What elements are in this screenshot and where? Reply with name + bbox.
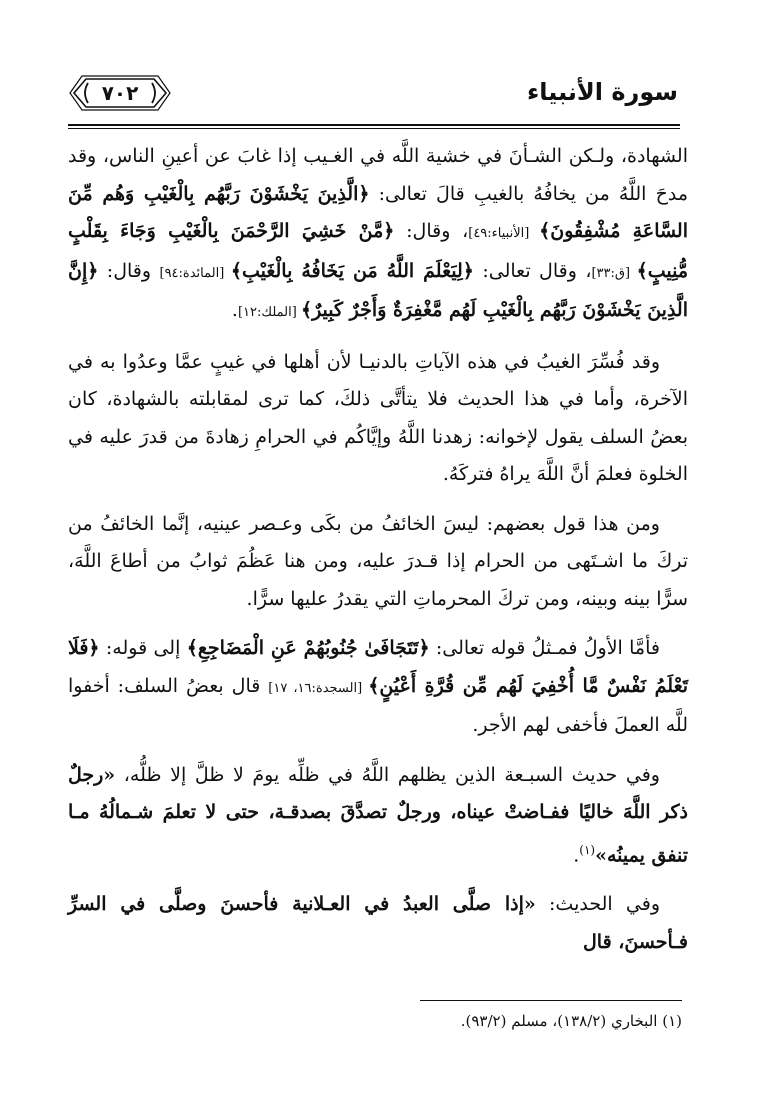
verse-reference: [الأنبياء:٤٩] [468, 226, 540, 241]
quran-verse: ﴿تَتَجَافَىٰ جُنُوبُهُمْ عَنِ الْمَضَاجِعِ﴾ [186, 637, 430, 659]
paragraph [68, 506, 688, 619]
paragraph [68, 886, 688, 961]
header-rule [68, 124, 680, 129]
paragraph [68, 757, 688, 875]
paragraph [68, 138, 688, 332]
text-segment: ، وقال تعالى: [473, 259, 592, 282]
verse-reference: [المائدة:٩٤] [159, 265, 231, 281]
text-segment: ومن هذا قول بعضهم: ليسَ الخائفُ من بكَى وعـصر عينيه، إنَّما الخائفُ من تركَ ما اشـتَهى من الحرام إذا قـدرَ عليه، ومن هنا عَظُمَ ثوابُ من أطاعَ اللَّهَ، سرًّا بينه وبينه، ومن تركَ المحرماتِ التي يقدرُ عليها سرًّا. [68, 512, 688, 610]
verse-reference: [الملك:١٢] [237, 305, 301, 320]
text-segment: . [573, 843, 580, 866]
verse-reference: [ق:٣٣] [591, 265, 637, 281]
paragraph [68, 344, 688, 494]
text-segment: وفي حديث السبـعة الذين يظلهم اللَّهُ في ظلِّه يومَ لا ظلَّ إلا ظلُّه، [115, 763, 660, 786]
footnote: (١) البخاري (١٣٨/٢)، مسلم (٩٣/٢). [460, 1012, 682, 1030]
body-text [68, 138, 688, 973]
text-segment: إلى قوله: [99, 637, 187, 659]
quran-verse: ﴿مَّنْ خَشِيَ الرَّحْمَنَ بِالْغَيْبِ وَجَاءَ بِقَلْبٍ مُّنِيبٍ﴾ [68, 220, 688, 282]
page-number-badge [68, 74, 172, 112]
surah-title: سورة الأنبياء [527, 78, 678, 106]
footnote-rule [420, 1000, 682, 1001]
text-segment: . [231, 299, 238, 321]
text-segment: فأمَّا الأولُ فمـثلُ قوله تعالى: [429, 637, 660, 659]
quran-verse: ﴿فَلَا تَعْلَمُ نَفْسٌ مَّا أُخْفِيَ لَهُم مِّن قُرَّةِ أَعْيُنٍ﴾ [68, 637, 689, 697]
quran-verse: ﴿لِيَعْلَمَ اللَّهُ مَن يَخَافُهُ بِالْغَيْبِ﴾ [230, 259, 474, 282]
quran-verse: ﴿الَّذِينَ يَخْشَوْنَ رَبَّهُم بِالْغَيْبِ وَهُم مِّنَ السَّاعَةِ مُشْفِقُونَ﴾ [68, 182, 688, 242]
page-header [68, 74, 678, 118]
hadith-quote: «رجلٌ ذكر اللَّهَ خاليًا ففـاضتْ عيناه، ورجلٌ تصدَّقَ بصدقـة، حتى لا تعلمَ شـمالُهُ مـا تنفق يمينُه» [68, 763, 688, 866]
text-segment: قال بعضُ السلف: أخفوا للَّه العملَ فأخفى لهم الأجر. [68, 674, 688, 736]
text-segment: وقد فُسِّرَ الغيبُ في هذه الآياتِ بالدنيـا لأن أهلها في غيبٍ عمَّا وعدُوا به في الآخرة، وأما في هذا الحديث فلا يتأتَّى ذلكَ، كما ترى لمقابلته بالشهادة، كان بعضُ السلف يقول لإخوانه: زهدنا اللَّهُ وإيَّاكُم في الحرامِ زهادةَ من قدرَ عليه في الخلوة فعلمَ أنَّ اللَّهَ يراهُ فتركَهُ. [68, 350, 688, 485]
paragraph [68, 630, 688, 745]
hadith-quote: «إذا صلَّى العبدُ في العـلانية فأحسنَ وصلَّى في السرِّ فـأحسنَ، قال [68, 893, 688, 953]
text-segment: وقال: [98, 259, 160, 282]
page-number: ٧٠٢ [101, 81, 139, 105]
text-segment: الشهادة، ولـكن الشـأنَ في خشية اللَّه في الغـيب إذا غابَ عن أعينِ الناس، وقد مدحَ اللَّهُ من يخافُهُ بالغيبِ قالَ تعالى: [68, 145, 688, 205]
quran-verse: ﴿إِنَّ الَّذِينَ يَخْشَوْنَ رَبَّهُم بِالْغَيْبِ لَهُم مَّغْفِرَةٌ وَأَجْرٌ كَبِيرٌ﴾ [68, 259, 688, 321]
footnote-reference: (١) [579, 842, 596, 857]
text-segment: وفي الحديث: [535, 893, 660, 916]
text-segment: ، وقال: [394, 220, 469, 242]
verse-reference: [السجدة:١٦، ١٧] [268, 680, 369, 696]
